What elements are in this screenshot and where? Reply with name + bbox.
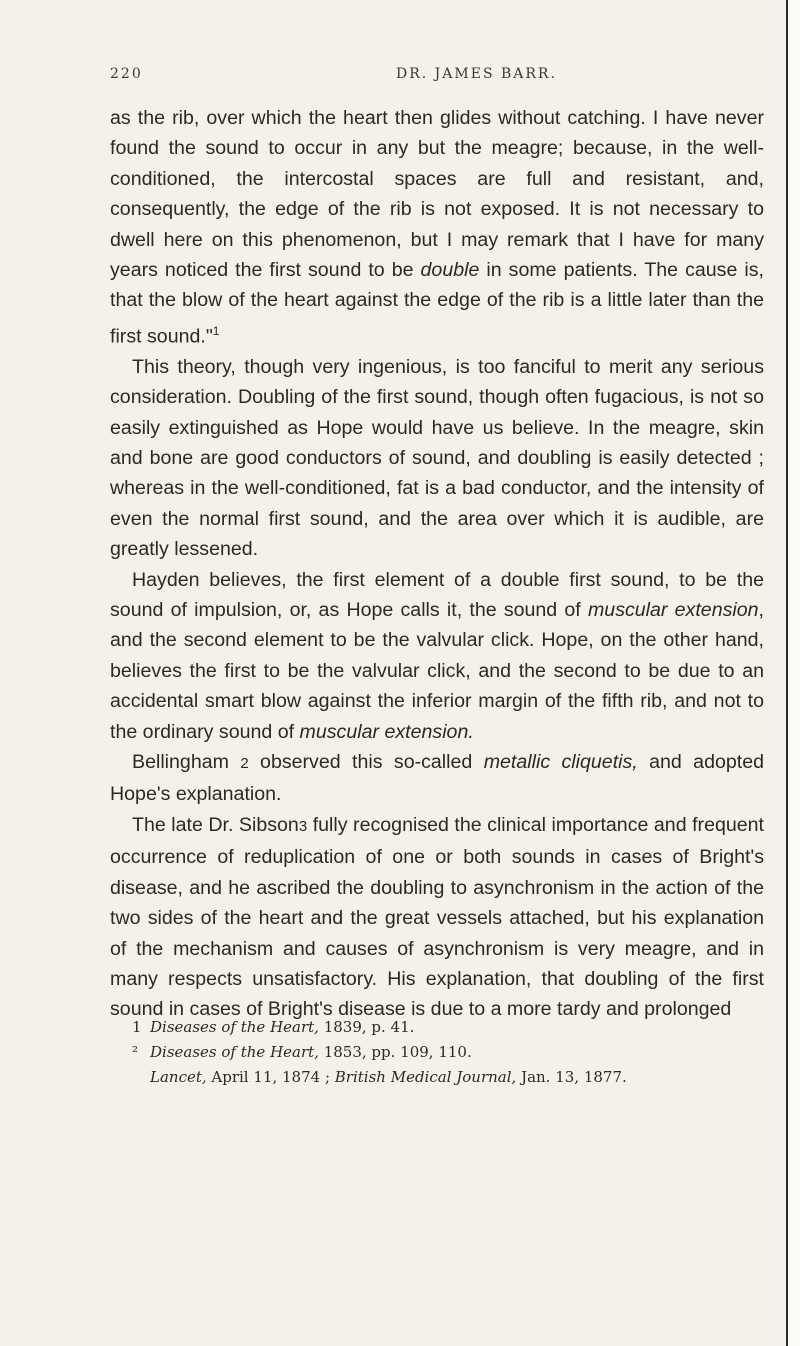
footnote-ref-3: 3 [298,817,308,835]
footnote-detail: 1839, p. 41. [318,1018,415,1036]
text-run: The late Dr. Sibson [132,813,299,836]
footnote-1 [110,1015,764,1040]
paragraph-1 [110,103,764,352]
footnote-detail: Jan. 13, 1877. [516,1068,627,1086]
footnotes [110,1015,764,1090]
footnote-detail: April 11, 1874 ; [206,1068,335,1086]
text-run: observed this so-called [248,751,484,774]
footnote-source: Diseases of the Heart, [150,1018,319,1036]
footnote-detail: 1853, pp. 109, 110. [318,1043,472,1061]
emphasis-muscular-extension: muscular extension [587,599,759,622]
text-run: as the rib, over which the heart then glides without catching. I have never found the sound to occur in any but the meagre; because, in the well-conditioned, the intercostal spaces are full and resistant, and, consequently, the edge of the rib is not exposed. It is not necessary to dwell here on this phenomenon, but I may remark that I have for many years noticed the first sound to be [110,107,764,282]
emphasis-double: double [420,259,480,282]
emphasis-metallic-cliquetis: metallic cliquetis, [483,751,638,774]
text-run: in some patients. The cause is, that the blow of the heart against the edge of the rib is a little later than the first sound." [110,259,764,348]
footnote-mark: ² [132,1043,139,1061]
body-text [110,103,764,1025]
page-edge [786,0,800,1346]
text-run: and adopted Hope's explanation. [110,751,765,806]
text-run: fully recognised the clinical importance and frequent occurrence of reduplication of one or both sounds in cases of Bright's disease, and he ascribed the doubling to asynchronism in the action of the two sides of the heart and the great vessels attached, but his explanation of the mechanism and causes of asynchronism is very meagre, and in many respects unsatisfactory. His explanation, that doubling of the first sound in cases of Bright's disease is due to a more tardy and prolonged [110,813,765,1021]
footnote-ref-1: 1 [212,323,220,338]
paragraph-3 [110,565,764,747]
text-run: Bellingham [132,751,241,774]
paragraph-5 [110,810,764,1025]
emphasis-muscular-extension-2: muscular extension. [299,720,474,743]
running-head [110,66,710,90]
page-number: 220 [110,66,143,82]
running-title: DR. JAMES BARR. [396,66,557,82]
footnote-3 [110,1065,764,1090]
footnote-source: Lancet, [150,1068,207,1086]
footnote-mark: 1 [132,1018,142,1036]
text-run: Hayden believes, the first element of a double first sound, to be the sound of impulsion, or, as Hope calls it, the sound of [110,568,764,622]
paragraph-2: This theory, though very ingenious, is too fanciful to merit any serious consideration. Doubling of the first sound, though often fugacious, is not so easily extinguished as Hope would have us believe. In the meagre, skin and bone are good conductors of sound, and doubling is easily detected ; whereas in the well-conditioned, fat is a bad conductor, and the intensity of even the normal first sound, and the area over which it is audible, are greatly lessened. [110,355,764,561]
text-run: , and the second element to be the valvular click. Hope, on the other hand, believes the first to be the valvular click, and the second to be due to an accidental smart blow against the inferior margin of the fifth rib, and not to the ordinary sound of [110,599,764,743]
footnote-source: British Medical Journal, [334,1068,517,1086]
paragraph-4 [110,747,764,810]
footnote-source: Diseases of the Heart, [150,1043,319,1061]
footnote-ref-2: 2 [240,755,249,773]
footnote-2 [110,1040,764,1065]
